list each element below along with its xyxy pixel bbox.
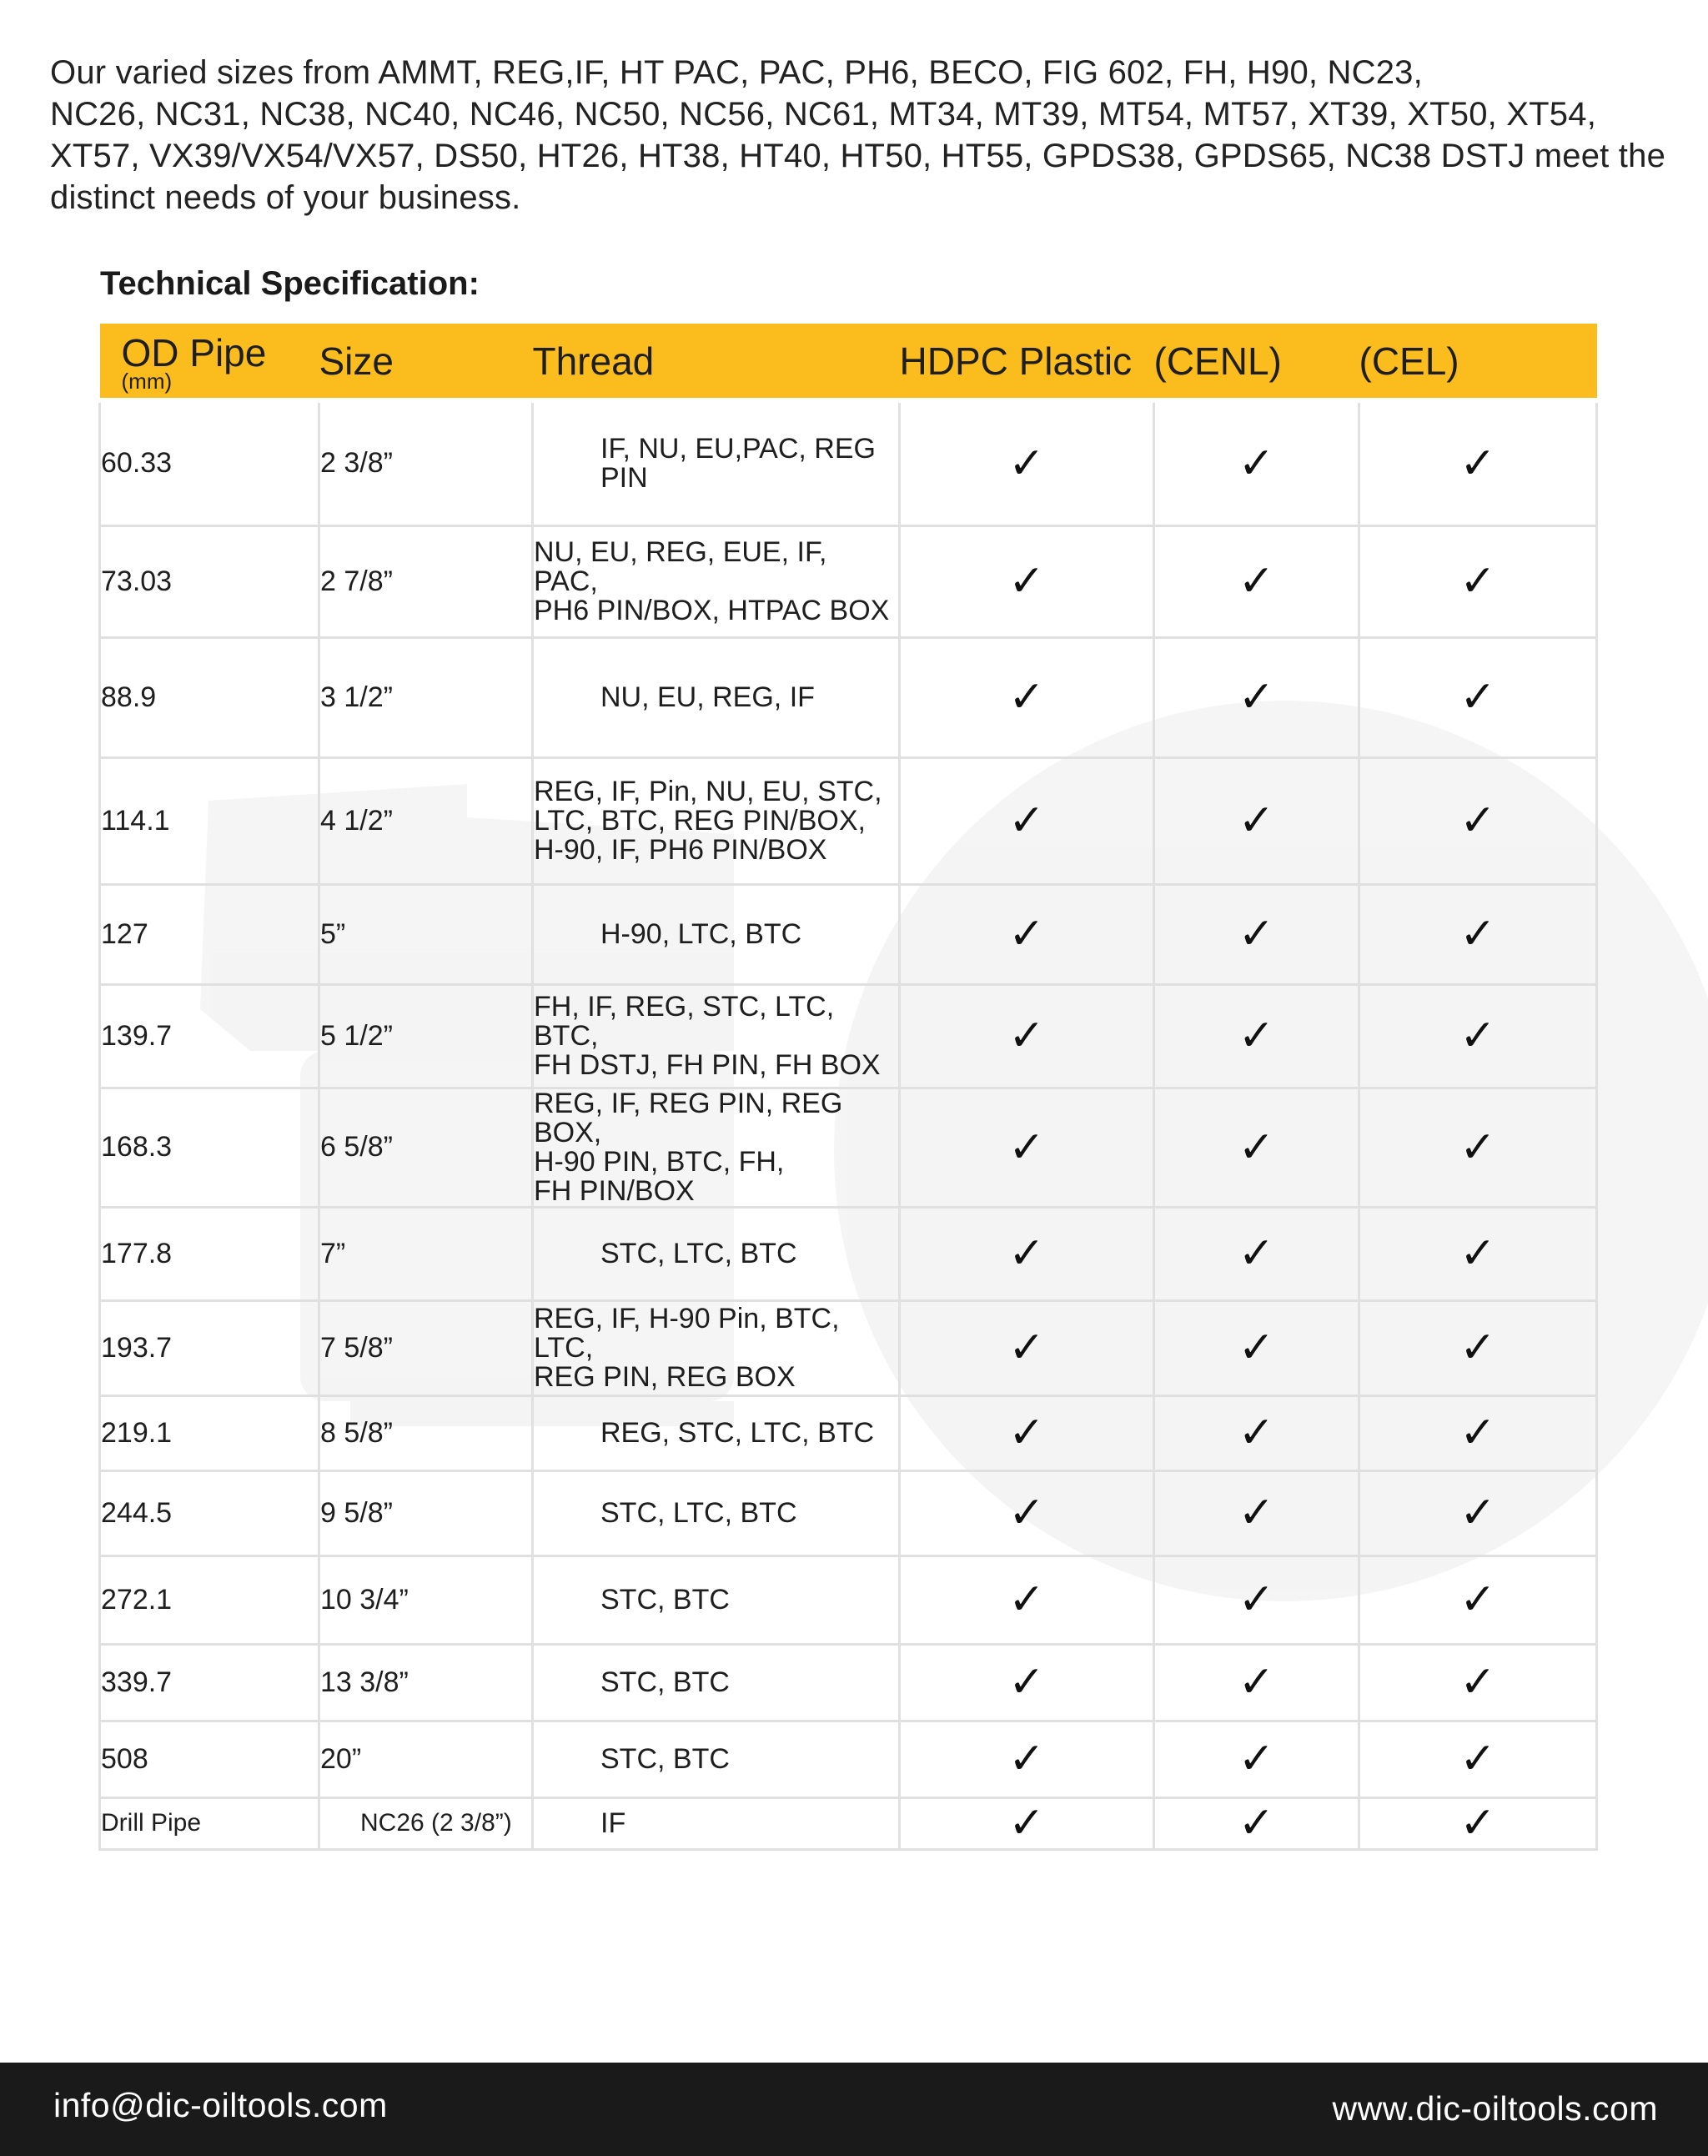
- cell-size: 4 1/2”: [319, 757, 533, 884]
- checkmark-icon: ✓: [1008, 1323, 1045, 1373]
- cell-od-pipe: 139.7: [100, 984, 319, 1088]
- footer-email-link[interactable]: info@dic-oiltools.com: [53, 2086, 388, 2124]
- cell-od-pipe: 244.5: [100, 1470, 319, 1555]
- thread-line: REG, IF, Pin, NU, EU, STC,: [534, 775, 882, 807]
- table-row: [100, 400, 1597, 525]
- checkmark-icon: ✓: [1008, 556, 1045, 606]
- checkmark-icon: ✓: [1008, 1734, 1045, 1784]
- cell-od-pipe: 114.1: [100, 757, 319, 884]
- cell-cenl-availability: [1154, 1470, 1359, 1555]
- cell-size: 20”: [319, 1721, 533, 1797]
- cell-thread: [533, 400, 900, 525]
- cell-cel-availability: [1359, 1470, 1597, 1555]
- thread-line: STC, LTC, BTC: [600, 1237, 797, 1269]
- checkmark-icon: ✓: [1459, 1229, 1496, 1279]
- checkmark-icon: ✓: [1459, 556, 1496, 606]
- thread-line: LTC, BTC, REG PIN/BOX,: [534, 804, 866, 837]
- checkmark-icon: ✓: [1008, 1657, 1045, 1707]
- cell-cel-availability: [1359, 1797, 1597, 1849]
- thread-line: STC, BTC: [600, 1666, 730, 1698]
- thread-line: STC, BTC: [600, 1583, 730, 1616]
- cell-size: 7”: [319, 1207, 533, 1300]
- header-od-unit: (mm): [121, 368, 173, 394]
- checkmark-icon: ✓: [1459, 1408, 1496, 1458]
- spec-section-title: Technical Specification:: [100, 265, 480, 302]
- cell-thread: [533, 525, 900, 637]
- table-header-row: [100, 324, 1597, 400]
- table-row: [100, 1470, 1597, 1555]
- cell-thread: [533, 1395, 900, 1470]
- checkmark-icon: ✓: [1459, 1122, 1496, 1173]
- cell-cel-availability: [1359, 1300, 1597, 1395]
- footer-website-link[interactable]: www.dic-oiltools.com: [1332, 2089, 1658, 2128]
- thread-line: PH6 PIN/BOX, HTPAC BOX: [534, 594, 890, 626]
- cell-cenl-availability: [1154, 1555, 1359, 1644]
- thread-line: STC, BTC: [600, 1742, 730, 1775]
- cell-thread: [533, 1300, 900, 1395]
- thread-line: REG, IF, REG PIN, REG BOX,: [534, 1087, 843, 1148]
- checkmark-icon: ✓: [1459, 1657, 1496, 1707]
- cell-size: 2 7/8”: [319, 525, 533, 637]
- checkmark-icon: ✓: [1459, 1011, 1496, 1061]
- checkmark-icon: ✓: [1459, 1323, 1496, 1373]
- cell-size: 2 3/8”: [319, 400, 533, 525]
- cell-hdpc-availability: [900, 1470, 1154, 1555]
- checkmark-icon: ✓: [1459, 1488, 1496, 1538]
- cell-size: 5”: [319, 884, 533, 984]
- table-row: [100, 637, 1597, 757]
- cell-hdpc-availability: [900, 1797, 1154, 1849]
- checkmark-icon: ✓: [1459, 1798, 1496, 1848]
- cell-cenl-availability: [1154, 637, 1359, 757]
- table-body: [100, 400, 1597, 1849]
- cell-od-pipe: 272.1: [100, 1555, 319, 1644]
- checkmark-icon: ✓: [1238, 796, 1275, 846]
- checkmark-icon: ✓: [1238, 1798, 1275, 1848]
- cell-cenl-availability: [1154, 1300, 1359, 1395]
- checkmark-icon: ✓: [1459, 796, 1496, 846]
- cell-od-pipe: 127: [100, 884, 319, 984]
- cell-cel-availability: [1359, 1555, 1597, 1644]
- table-row: [100, 884, 1597, 984]
- cell-cel-availability: [1359, 400, 1597, 525]
- cell-cel-availability: [1359, 984, 1597, 1088]
- header-od-pipe-label: OD Pipe: [121, 330, 267, 374]
- cell-hdpc-availability: [900, 400, 1154, 525]
- cell-size: NC26 (2 3/8”): [319, 1797, 533, 1849]
- table-row: [100, 1644, 1597, 1721]
- checkmark-icon: ✓: [1459, 1734, 1496, 1784]
- cell-thread: [533, 1797, 900, 1849]
- checkmark-icon: ✓: [1459, 1575, 1496, 1625]
- cell-cenl-availability: [1154, 1721, 1359, 1797]
- table-row: [100, 1088, 1597, 1207]
- cell-hdpc-availability: [900, 984, 1154, 1088]
- thread-line: H-90, LTC, BTC: [600, 917, 802, 950]
- cell-hdpc-availability: [900, 1721, 1154, 1797]
- cell-thread: [533, 1721, 900, 1797]
- cell-size: 3 1/2”: [319, 637, 533, 757]
- cell-hdpc-availability: [900, 884, 1154, 984]
- intro-paragraph: [50, 52, 1676, 219]
- cell-od-pipe: 219.1: [100, 1395, 319, 1470]
- checkmark-icon: ✓: [1008, 909, 1045, 959]
- table-row: [100, 757, 1597, 884]
- header-cel: (CEL): [1359, 324, 1597, 400]
- checkmark-icon: ✓: [1238, 1408, 1275, 1458]
- cell-thread: [533, 1555, 900, 1644]
- checkmark-icon: ✓: [1238, 672, 1275, 722]
- cell-cenl-availability: [1154, 525, 1359, 637]
- table-row: [100, 1797, 1597, 1849]
- checkmark-icon: ✓: [1459, 672, 1496, 722]
- cell-thread: [533, 1470, 900, 1555]
- thread-line: NU, EU, REG, IF: [600, 681, 815, 713]
- checkmark-icon: ✓: [1008, 1798, 1045, 1848]
- cell-od-pipe: 168.3: [100, 1088, 319, 1207]
- table-row: [100, 1300, 1597, 1395]
- cell-cel-availability: [1359, 1721, 1597, 1797]
- checkmark-icon: ✓: [1459, 909, 1496, 959]
- cell-od-pipe: 88.9: [100, 637, 319, 757]
- cell-cenl-availability: [1154, 1088, 1359, 1207]
- cell-od-pipe: 339.7: [100, 1644, 319, 1721]
- checkmark-icon: ✓: [1008, 796, 1045, 846]
- cell-size: 9 5/8”: [319, 1470, 533, 1555]
- cell-cenl-availability: [1154, 1395, 1359, 1470]
- thread-line: H-90 PIN, BTC, FH,: [534, 1145, 785, 1178]
- cell-cel-availability: [1359, 1088, 1597, 1207]
- cell-hdpc-availability: [900, 637, 1154, 757]
- cell-thread: [533, 1644, 900, 1721]
- cell-size: 7 5/8”: [319, 1300, 533, 1395]
- header-size: Size: [319, 324, 533, 400]
- cell-od-pipe: 60.33: [100, 400, 319, 525]
- thread-line: H-90, IF, PH6 PIN/BOX: [534, 833, 827, 866]
- table-header: [100, 324, 1597, 400]
- cell-thread: [533, 1207, 900, 1300]
- checkmark-icon: ✓: [1238, 1229, 1275, 1279]
- cell-cel-availability: [1359, 757, 1597, 884]
- intro-line: distinct needs of your business.: [50, 179, 521, 216]
- cell-size: 10 3/4”: [319, 1555, 533, 1644]
- checkmark-icon: ✓: [1238, 1734, 1275, 1784]
- header-od-pipe: [100, 324, 319, 400]
- intro-line: NC26, NC31, NC38, NC40, NC46, NC50, NC56, NC61, MT34, MT39, MT54, MT57, XT39, XT50, XT54,: [50, 96, 1597, 133]
- cell-cenl-availability: [1154, 984, 1359, 1088]
- checkmark-icon: ✓: [1238, 556, 1275, 606]
- cell-cenl-availability: [1154, 400, 1359, 525]
- checkmark-icon: ✓: [1008, 1229, 1045, 1279]
- cell-cel-availability: [1359, 1395, 1597, 1470]
- checkmark-icon: ✓: [1459, 438, 1496, 489]
- cell-hdpc-availability: [900, 1088, 1154, 1207]
- table-row: [100, 1721, 1597, 1797]
- thread-line: IF: [600, 1807, 626, 1839]
- checkmark-icon: ✓: [1008, 1488, 1045, 1538]
- thread-line: REG PIN, REG BOX: [534, 1360, 796, 1393]
- thread-line: REG, STC, LTC, BTC: [600, 1416, 875, 1449]
- intro-line: XT57, VX39/VX54/VX57, DS50, HT26, HT38, HT40, HT50, HT55, GPDS38, GPDS65, NC38 DSTJ meet the: [50, 138, 1666, 174]
- cell-thread: [533, 984, 900, 1088]
- thread-line: FH DSTJ, FH PIN, FH BOX: [534, 1048, 881, 1081]
- specification-table: [98, 324, 1598, 1851]
- cell-cel-availability: [1359, 1207, 1597, 1300]
- cell-size: 6 5/8”: [319, 1088, 533, 1207]
- checkmark-icon: ✓: [1238, 1011, 1275, 1061]
- cell-hdpc-availability: [900, 1300, 1154, 1395]
- cell-hdpc-availability: [900, 1644, 1154, 1721]
- checkmark-icon: ✓: [1008, 1122, 1045, 1173]
- cell-od-pipe: 73.03: [100, 525, 319, 637]
- footer-bar: [0, 2063, 1708, 2156]
- checkmark-icon: ✓: [1008, 672, 1045, 722]
- table-row: [100, 1395, 1597, 1470]
- cell-hdpc-availability: [900, 1207, 1154, 1300]
- checkmark-icon: ✓: [1238, 1122, 1275, 1173]
- checkmark-icon: ✓: [1238, 1488, 1275, 1538]
- checkmark-icon: ✓: [1008, 1011, 1045, 1061]
- header-hdpc-plastic: HDPC Plastic: [900, 324, 1154, 400]
- checkmark-icon: ✓: [1238, 438, 1275, 489]
- cell-cenl-availability: [1154, 1644, 1359, 1721]
- cell-od-pipe: 177.8: [100, 1207, 319, 1300]
- checkmark-icon: ✓: [1238, 1575, 1275, 1625]
- table-row: [100, 984, 1597, 1088]
- cell-cel-availability: [1359, 525, 1597, 637]
- cell-hdpc-availability: [900, 1555, 1154, 1644]
- cell-size: 8 5/8”: [319, 1395, 533, 1470]
- thread-line: STC, LTC, BTC: [600, 1496, 797, 1529]
- cell-size: 13 3/8”: [319, 1644, 533, 1721]
- cell-cel-availability: [1359, 637, 1597, 757]
- cell-cenl-availability: [1154, 757, 1359, 884]
- cell-hdpc-availability: [900, 525, 1154, 637]
- cell-cenl-availability: [1154, 1797, 1359, 1849]
- cell-hdpc-availability: [900, 1395, 1154, 1470]
- checkmark-icon: ✓: [1008, 1408, 1045, 1458]
- cell-cenl-availability: [1154, 1207, 1359, 1300]
- checkmark-icon: ✓: [1008, 1575, 1045, 1625]
- table-row: [100, 525, 1597, 637]
- checkmark-icon: ✓: [1008, 438, 1045, 489]
- header-thread: Thread: [533, 324, 900, 400]
- cell-hdpc-availability: [900, 757, 1154, 884]
- thread-line: NU, EU, REG, EUE, IF, PAC,: [534, 535, 827, 597]
- cell-thread: [533, 757, 900, 884]
- cell-thread: [533, 884, 900, 984]
- cell-size: 5 1/2”: [319, 984, 533, 1088]
- thread-line: REG, IF, H-90 Pin, BTC, LTC,: [534, 1302, 840, 1364]
- cell-od-pipe: 193.7: [100, 1300, 319, 1395]
- cell-cel-availability: [1359, 884, 1597, 984]
- intro-line: Our varied sizes from AMMT, REG,IF, HT PAC, PAC, PH6, BECO, FIG 602, FH, H90, NC23,: [50, 54, 1423, 91]
- table-row: [100, 1207, 1597, 1300]
- thread-line: IF, NU, EU,PAC, REG PIN: [600, 432, 876, 494]
- cell-thread: [533, 1088, 900, 1207]
- cell-od-pipe: Drill Pipe: [100, 1797, 319, 1849]
- header-cenl: (CENL): [1154, 324, 1359, 400]
- cell-cel-availability: [1359, 1644, 1597, 1721]
- checkmark-icon: ✓: [1238, 1657, 1275, 1707]
- checkmark-icon: ✓: [1238, 909, 1275, 959]
- cell-thread: [533, 637, 900, 757]
- table-row: [100, 1555, 1597, 1644]
- cell-od-pipe: 508: [100, 1721, 319, 1797]
- checkmark-icon: ✓: [1238, 1323, 1275, 1373]
- thread-line: FH PIN/BOX: [534, 1174, 695, 1207]
- thread-line: FH, IF, REG, STC, LTC, BTC,: [534, 990, 835, 1052]
- cell-cenl-availability: [1154, 884, 1359, 984]
